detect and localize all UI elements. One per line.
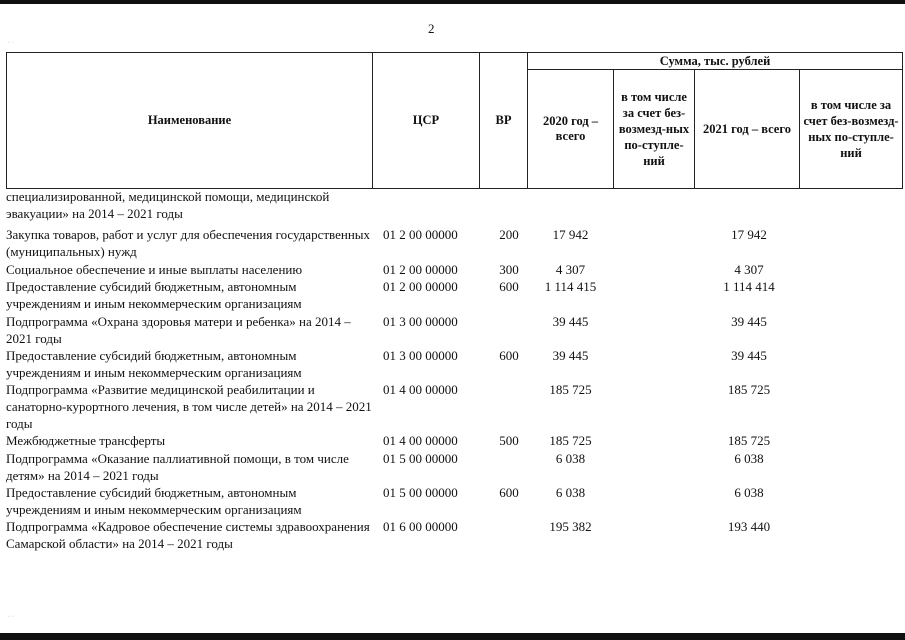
row-2020-total: 6 038 bbox=[555, 485, 586, 500]
header-sum-group: Сумма, тыс. рублей bbox=[528, 53, 903, 70]
row-csr: 01 3 00 00000 bbox=[383, 314, 458, 329]
row-2020-total: 195 382 bbox=[549, 519, 592, 534]
row-name: Межбюджетные трансферты bbox=[6, 433, 166, 448]
row-vr: 300 bbox=[499, 262, 519, 277]
scan-specks: · · bbox=[8, 40, 14, 46]
row-csr: 01 4 00 00000 bbox=[383, 433, 458, 448]
row-name: Подпрограмма «Оказание паллиативной помощи, в том числе детям» на 2014 – 2021 годы bbox=[6, 451, 349, 483]
row-vr: 600 bbox=[499, 279, 519, 294]
row-2021-total: 39 445 bbox=[731, 348, 767, 363]
row-2021-total: 193 440 bbox=[727, 519, 771, 534]
row-2021-total: 17 942 bbox=[731, 227, 767, 242]
row-csr: 01 2 00 00000 bbox=[383, 279, 458, 294]
row-csr: 01 5 00 00000 bbox=[383, 451, 458, 466]
row-csr: 01 4 00 00000 bbox=[383, 382, 458, 397]
row-2020-total: 4 307 bbox=[555, 262, 586, 277]
row-name: Предоставление субсидий бюджетным, автономным учреждениям и иным некоммерческим организациям bbox=[6, 279, 302, 311]
row-2020-total: 6 038 bbox=[555, 451, 586, 466]
row-2020-total: 185 725 bbox=[549, 433, 592, 448]
row-2021-total: 4 307 bbox=[734, 262, 764, 277]
row-2021-total: 185 725 bbox=[727, 382, 771, 397]
bottom-border bbox=[0, 633, 905, 640]
table-header bbox=[6, 52, 903, 189]
top-border bbox=[0, 0, 905, 4]
header-2020-incl: в том числе за счет без-возмезд-ных по-ступле-ний bbox=[614, 70, 695, 189]
row-name: Подпрограмма «Охрана здоровья матери и ребенка» на 2014 – 2021 годы bbox=[6, 314, 351, 346]
row-2021-total: 1 114 414 bbox=[723, 279, 775, 294]
row-csr: 01 6 00 00000 bbox=[383, 519, 458, 534]
row-name: Предоставление субсидий бюджетным, автономным учреждениям и иным некоммерческим организациям bbox=[6, 485, 302, 517]
row-2021-total: 6 038 bbox=[734, 485, 764, 500]
row-2021-total: 6 038 bbox=[734, 451, 764, 466]
row-2021-total: 39 445 bbox=[731, 314, 767, 329]
row-2020-total: 1 114 415 bbox=[544, 279, 597, 294]
scan-specks-bottom: · · bbox=[8, 614, 14, 620]
header-name: Наименование bbox=[7, 53, 373, 189]
row-vr: 600 bbox=[499, 485, 519, 500]
row-name: Подпрограмма «Кадровое обеспечение системы здравоохранения Самарской области» на 2014 – 2021 годы bbox=[6, 519, 370, 551]
row-name: Предоставление субсидий бюджетным, автономным учреждениям и иным некоммерческим организациям bbox=[6, 348, 302, 380]
row-csr: 01 2 00 00000 bbox=[383, 227, 458, 242]
header-csr: ЦСР bbox=[373, 53, 480, 189]
row-name: Закупка товаров, работ и услуг для обеспечения государственных (муниципальных) нужд bbox=[6, 227, 371, 259]
row-2020-total: 17 942 bbox=[552, 227, 589, 242]
row-name: Подпрограмма «Развитие медицинской реабилитации и санаторно-курортного лечения, в том числе детей» на 2014 – 2021 годы bbox=[6, 382, 372, 431]
row-csr: 01 5 00 00000 bbox=[383, 485, 458, 500]
row-2020-total: 39 445 bbox=[552, 314, 589, 329]
row-csr: 01 2 00 00000 bbox=[383, 262, 458, 277]
row-2020-total: 185 725 bbox=[549, 382, 592, 397]
row-csr: 01 3 00 00000 bbox=[383, 348, 458, 363]
header-2021-total: 2021 год – всего bbox=[695, 70, 800, 189]
page-number: 2 bbox=[428, 21, 435, 36]
header-vr: ВР bbox=[480, 53, 528, 189]
row-name: Социальное обеспечение и иные выплаты населению bbox=[6, 262, 303, 277]
row-vr: 600 bbox=[499, 348, 519, 363]
row-name: специализированной, медицинской помощи, медицинской эвакуации» на 2014 – 2021 годы bbox=[6, 189, 330, 221]
row-vr: 200 bbox=[499, 227, 519, 242]
row-2020-total: 39 445 bbox=[552, 348, 589, 363]
header-2020-total: 2020 год – всего bbox=[528, 70, 614, 189]
header-2021-incl: в том числе за счет без-возмезд-ных по-ступле-ний bbox=[800, 70, 903, 189]
row-2021-total: 185 725 bbox=[727, 433, 771, 448]
row-vr: 500 bbox=[499, 433, 519, 448]
